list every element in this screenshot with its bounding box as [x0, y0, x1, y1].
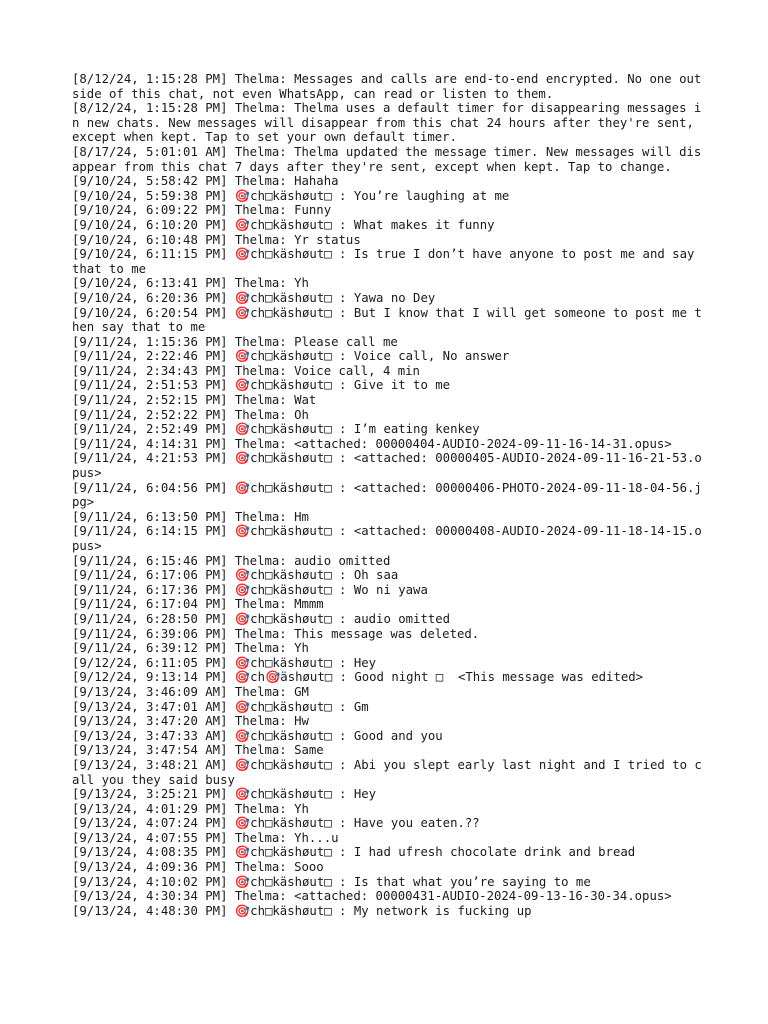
chat-message-line: [9/13/24, 4:07:55 PM] Thelma: Yh...u: [72, 830, 339, 845]
chat-message-line: [9/13/24, 4:30:34 PM] Thelma: <attached: 00000431-AUDIO-2024-09-13-16-30-34.opus>: [72, 889, 672, 904]
chat-message-line: [8/17/24, 5:01:01 AM] Thelma: Thelma updated the message timer. New messages will disappear from this chat 7 days after they're sent, except when kept. Tap to change.: [72, 144, 702, 174]
chat-transcript: [72, 72, 706, 918]
chat-message-line: [9/13/24, 3:48:21 AM] 🎯ch□käshøut□ : Abi you slept early last night and I tried to call you they said busy: [72, 757, 702, 787]
chat-message-line: [9/10/24, 5:59:38 PM] 🎯ch□käshøut□ : You’re laughing at me: [72, 188, 510, 203]
chat-message-line: [9/11/24, 6:39:06 PM] Thelma: This message was deleted.: [72, 626, 480, 641]
chat-message-line: [9/11/24, 2:52:15 PM] Thelma: Wat: [72, 393, 317, 408]
chat-message-line: [9/10/24, 6:10:20 PM] 🎯ch□käshøut□ : What makes it funny: [72, 217, 495, 232]
chat-message-line: [9/11/24, 6:15:46 PM] Thelma: audio omitted: [72, 553, 391, 568]
chat-message-line: [9/13/24, 4:01:29 PM] Thelma: Yh: [72, 801, 309, 816]
chat-message-line: [9/11/24, 6:39:12 PM] Thelma: Yh: [72, 641, 309, 656]
chat-message-line: [9/11/24, 6:28:50 PM] 🎯ch□käshøut□ : audio omitted: [72, 611, 451, 626]
chat-message-line: [9/11/24, 6:17:04 PM] Thelma: Mmmm: [72, 597, 324, 612]
chat-message-line: [9/13/24, 3:46:09 AM] Thelma: GM: [72, 684, 309, 699]
chat-message-line: [9/13/24, 4:48:30 PM] 🎯ch□käshøut□ : My network is fucking up: [72, 903, 532, 918]
chat-message-line: [9/13/24, 3:47:33 AM] 🎯ch□käshøut□ : Good and you: [72, 728, 443, 743]
chat-message-line: [9/11/24, 4:21:53 PM] 🎯ch□käshøut□ : <attached: 00000405-AUDIO-2024-09-11-16-21-53.opus>: [72, 451, 702, 481]
chat-message-line: [9/13/24, 3:47:54 AM] Thelma: Same: [72, 743, 324, 758]
chat-message-line: [9/11/24, 6:13:50 PM] Thelma: Hm: [72, 509, 309, 524]
chat-message-line: [9/10/24, 6:10:48 PM] Thelma: Yr status: [72, 232, 361, 247]
chat-message-line: [9/10/24, 5:58:42 PM] Thelma: Hahaha: [72, 174, 339, 189]
chat-message-line: [9/10/24, 6:20:54 PM] 🎯ch□käshøut□ : But I know that I will get someone to post me then say that to me: [72, 305, 702, 335]
chat-message-line: [8/12/24, 1:15:28 PM] Thelma: Messages and calls are end-to-end encrypted. No one outside of this chat, not even WhatsApp, can read or listen to them.: [72, 72, 702, 101]
chat-message-line: [9/11/24, 2:22:46 PM] 🎯ch□käshøut□ : Voice call, No answer: [72, 349, 510, 364]
chat-message-line: [9/11/24, 2:34:43 PM] Thelma: Voice call, 4 min: [72, 363, 420, 378]
chat-message-line: [9/11/24, 2:51:53 PM] 🎯ch□käshøut□ : Give it to me: [72, 378, 451, 393]
chat-message-line: [9/13/24, 3:25:21 PM] 🎯ch□käshøut□ : Hey: [72, 787, 377, 802]
chat-message-line: [9/11/24, 4:14:31 PM] Thelma: <attached: 00000404-AUDIO-2024-09-11-16-14-31.opus>: [72, 436, 672, 451]
chat-message-line: [9/11/24, 6:17:36 PM] 🎯ch□käshøut□ : Wo ni yawa: [72, 582, 428, 597]
chat-message-line: [9/11/24, 6:04:56 PM] 🎯ch□käshøut□ : <attached: 00000406-PHOTO-2024-09-11-18-04-56.jpg>: [72, 480, 702, 510]
chat-message-line: [9/11/24, 2:52:49 PM] 🎯ch□käshøut□ : I’m eating kenkey: [72, 422, 480, 437]
chat-message-line: [9/10/24, 6:11:15 PM] 🎯ch□käshøut□ : Is true I don’t have anyone to post me and say that to me: [72, 247, 702, 276]
chat-message-line: [9/11/24, 6:14:15 PM] 🎯ch□käshøut□ : <attached: 00000408-AUDIO-2024-09-11-18-14-15.opus>: [72, 524, 702, 553]
chat-message-line: [9/13/24, 3:47:01 AM] 🎯ch□käshøut□ : Gm: [72, 699, 369, 714]
chat-message-line: [9/11/24, 2:52:22 PM] Thelma: Oh: [72, 407, 309, 422]
chat-message-line: [9/11/24, 1:15:36 PM] Thelma: Please call me: [72, 334, 398, 349]
chat-message-line: [9/13/24, 4:08:35 PM] 🎯ch□käshøut□ : I had ufresh chocolate drink and bread: [72, 845, 636, 860]
chat-message-line: [9/10/24, 6:13:41 PM] Thelma: Yh: [72, 276, 309, 291]
chat-message-line: [8/12/24, 1:15:28 PM] Thelma: Thelma uses a default timer for disappearing messages in new chats. New messages will disappear from this chat 24 hours after they're sent, except when kept. Tap to set your own default timer.: [72, 101, 702, 145]
chat-message-line: [9/13/24, 4:07:24 PM] 🎯ch□käshøut□ : Have you eaten.??: [72, 816, 480, 831]
chat-message-line: [9/13/24, 4:09:36 PM] Thelma: Sooo: [72, 860, 324, 875]
chat-message-line: [9/11/24, 6:17:06 PM] 🎯ch□käshøut□ : Oh saa: [72, 568, 399, 583]
chat-message-line: [9/13/24, 3:47:20 AM] Thelma: Hw: [72, 714, 309, 729]
chat-message-line: [9/12/24, 6:11:05 PM] 🎯ch□käshøut□ : Hey: [72, 655, 377, 670]
chat-message-line: [9/10/24, 6:09:22 PM] Thelma: Funny: [72, 203, 332, 218]
chat-message-line: [9/13/24, 4:10:02 PM] 🎯ch□käshøut□ : Is that what you’re saying to me: [72, 874, 591, 889]
chat-message-line: [9/10/24, 6:20:36 PM] 🎯ch□käshøut□ : Yawa no Dey: [72, 290, 436, 305]
chat-message-line: [9/12/24, 9:13:14 PM] 🎯ch🎯äshøut□ : Good night □ <This message was edited>: [72, 670, 644, 685]
